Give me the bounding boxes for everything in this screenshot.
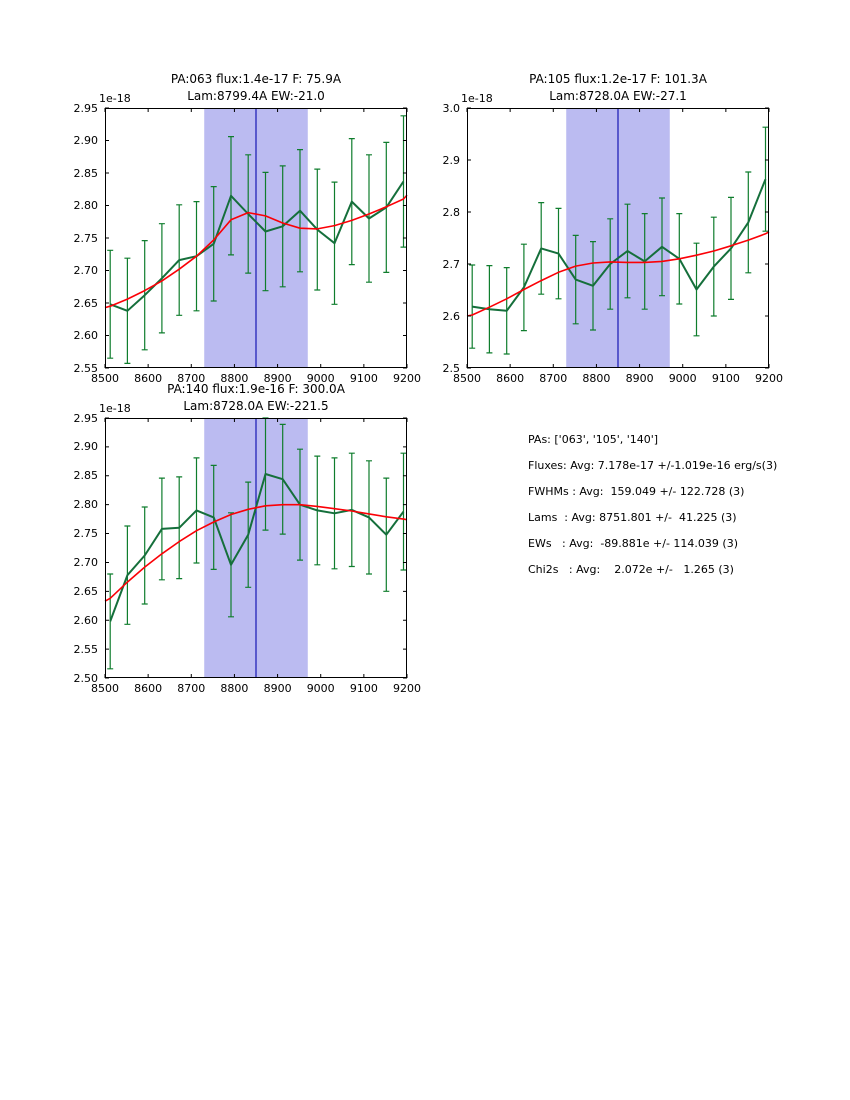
plot-title-line2: Lam:8799.4A EW:-21.0 <box>187 89 325 103</box>
axis-offset-label: 1e-18 <box>461 92 493 105</box>
y-tick-label: 2.95 <box>73 101 98 115</box>
x-tick-label: 8600 <box>496 372 525 385</box>
x-tick-label: 8800 <box>220 372 249 385</box>
y-tick-label: 2.7 <box>442 257 460 271</box>
x-tick-label: 8800 <box>220 682 249 695</box>
y-tick-label: 2.60 <box>73 613 98 627</box>
x-tick-label: 9000 <box>668 372 697 385</box>
subplot-pa063 <box>73 72 421 385</box>
x-tick-label: 8700 <box>539 372 568 385</box>
y-tick-label: 2.70 <box>73 555 98 569</box>
y-tick-label: 2.50 <box>73 671 98 685</box>
x-tick-label: 9000 <box>306 372 335 385</box>
axis-offset-label: 1e-18 <box>99 92 131 105</box>
stats-line: Chi2s : Avg: 2.072e +/- 1.265 (3) <box>528 563 734 576</box>
y-tick-label: 2.95 <box>73 411 98 425</box>
plot-title-line2: Lam:8728.0A EW:-27.1 <box>549 89 687 103</box>
plot-area <box>105 108 407 368</box>
stats-line: PAs: ['063', '105', '140'] <box>528 433 659 446</box>
y-tick-label: 2.85 <box>73 166 98 180</box>
axis-offset-label: 1e-18 <box>99 402 131 415</box>
y-tick-label: 2.65 <box>73 584 98 598</box>
subplot-pa140 <box>73 382 421 695</box>
y-tick-label: 2.65 <box>73 296 98 310</box>
x-tick-label: 8800 <box>582 372 611 385</box>
plot-title-line1: PA:063 flux:1.4e-17 F: 75.9A <box>170 72 342 86</box>
plot-area <box>467 108 769 368</box>
x-tick-label: 8600 <box>134 682 163 695</box>
x-tick-label: 8500 <box>91 372 119 385</box>
stats-line: Fluxes: Avg: 7.178e-17 +/-1.019e-16 erg/s(3) <box>528 459 778 472</box>
y-tick-label: 2.60 <box>73 329 98 342</box>
y-tick-label: 2.75 <box>73 527 98 541</box>
x-tick-label: 8900 <box>263 682 292 695</box>
y-tick-label: 3.0 <box>442 101 460 115</box>
x-tick-label: 8600 <box>134 372 163 385</box>
x-tick-label: 9100 <box>349 372 378 385</box>
y-tick-label: 2.5 <box>442 361 460 375</box>
stats-line: FWHMs : Avg: 159.049 +/- 122.728 (3) <box>528 485 745 498</box>
x-tick-label: 8700 <box>177 372 206 385</box>
y-tick-label: 2.8 <box>442 205 460 219</box>
x-tick-label: 8900 <box>263 372 292 385</box>
y-tick-label: 2.55 <box>73 642 98 656</box>
y-tick-label: 2.9 <box>442 153 460 167</box>
x-tick-label: 9200 <box>393 372 421 385</box>
x-tick-label: 9200 <box>393 682 421 695</box>
y-tick-label: 2.6 <box>442 309 460 323</box>
x-tick-label: 8700 <box>177 682 206 695</box>
stats-line: Lams : Avg: 8751.801 +/- 41.225 (3) <box>528 511 737 524</box>
x-tick-label: 9000 <box>306 682 335 695</box>
y-tick-label: 2.80 <box>73 498 98 512</box>
stats-panel <box>528 427 777 583</box>
plot-title-line1: PA:105 flux:1.2e-17 F: 101.3A <box>529 72 707 86</box>
stats-line: EWs : Avg: -89.881e +/- 114.039 (3) <box>528 537 738 550</box>
y-tick-label: 2.85 <box>73 469 98 483</box>
y-tick-label: 2.55 <box>73 361 98 375</box>
x-tick-label: 8500 <box>453 372 481 385</box>
x-tick-label: 9200 <box>755 372 783 385</box>
plot-area <box>105 418 407 678</box>
y-tick-label: 2.70 <box>73 264 98 277</box>
x-tick-label: 9100 <box>349 682 378 695</box>
y-tick-label: 2.75 <box>73 231 98 245</box>
x-tick-label: 9100 <box>711 372 740 385</box>
y-tick-label: 2.80 <box>73 199 98 212</box>
subplot-pa105 <box>442 72 783 385</box>
plot-title-line2: Lam:8728.0A EW:-221.5 <box>183 399 329 413</box>
y-tick-label: 2.90 <box>73 134 98 147</box>
x-tick-label: 8900 <box>625 372 654 385</box>
plot-title-line1: PA:140 flux:1.9e-16 F: 300.0A <box>167 382 345 396</box>
y-tick-label: 2.90 <box>73 440 98 454</box>
x-tick-label: 8500 <box>91 682 119 695</box>
